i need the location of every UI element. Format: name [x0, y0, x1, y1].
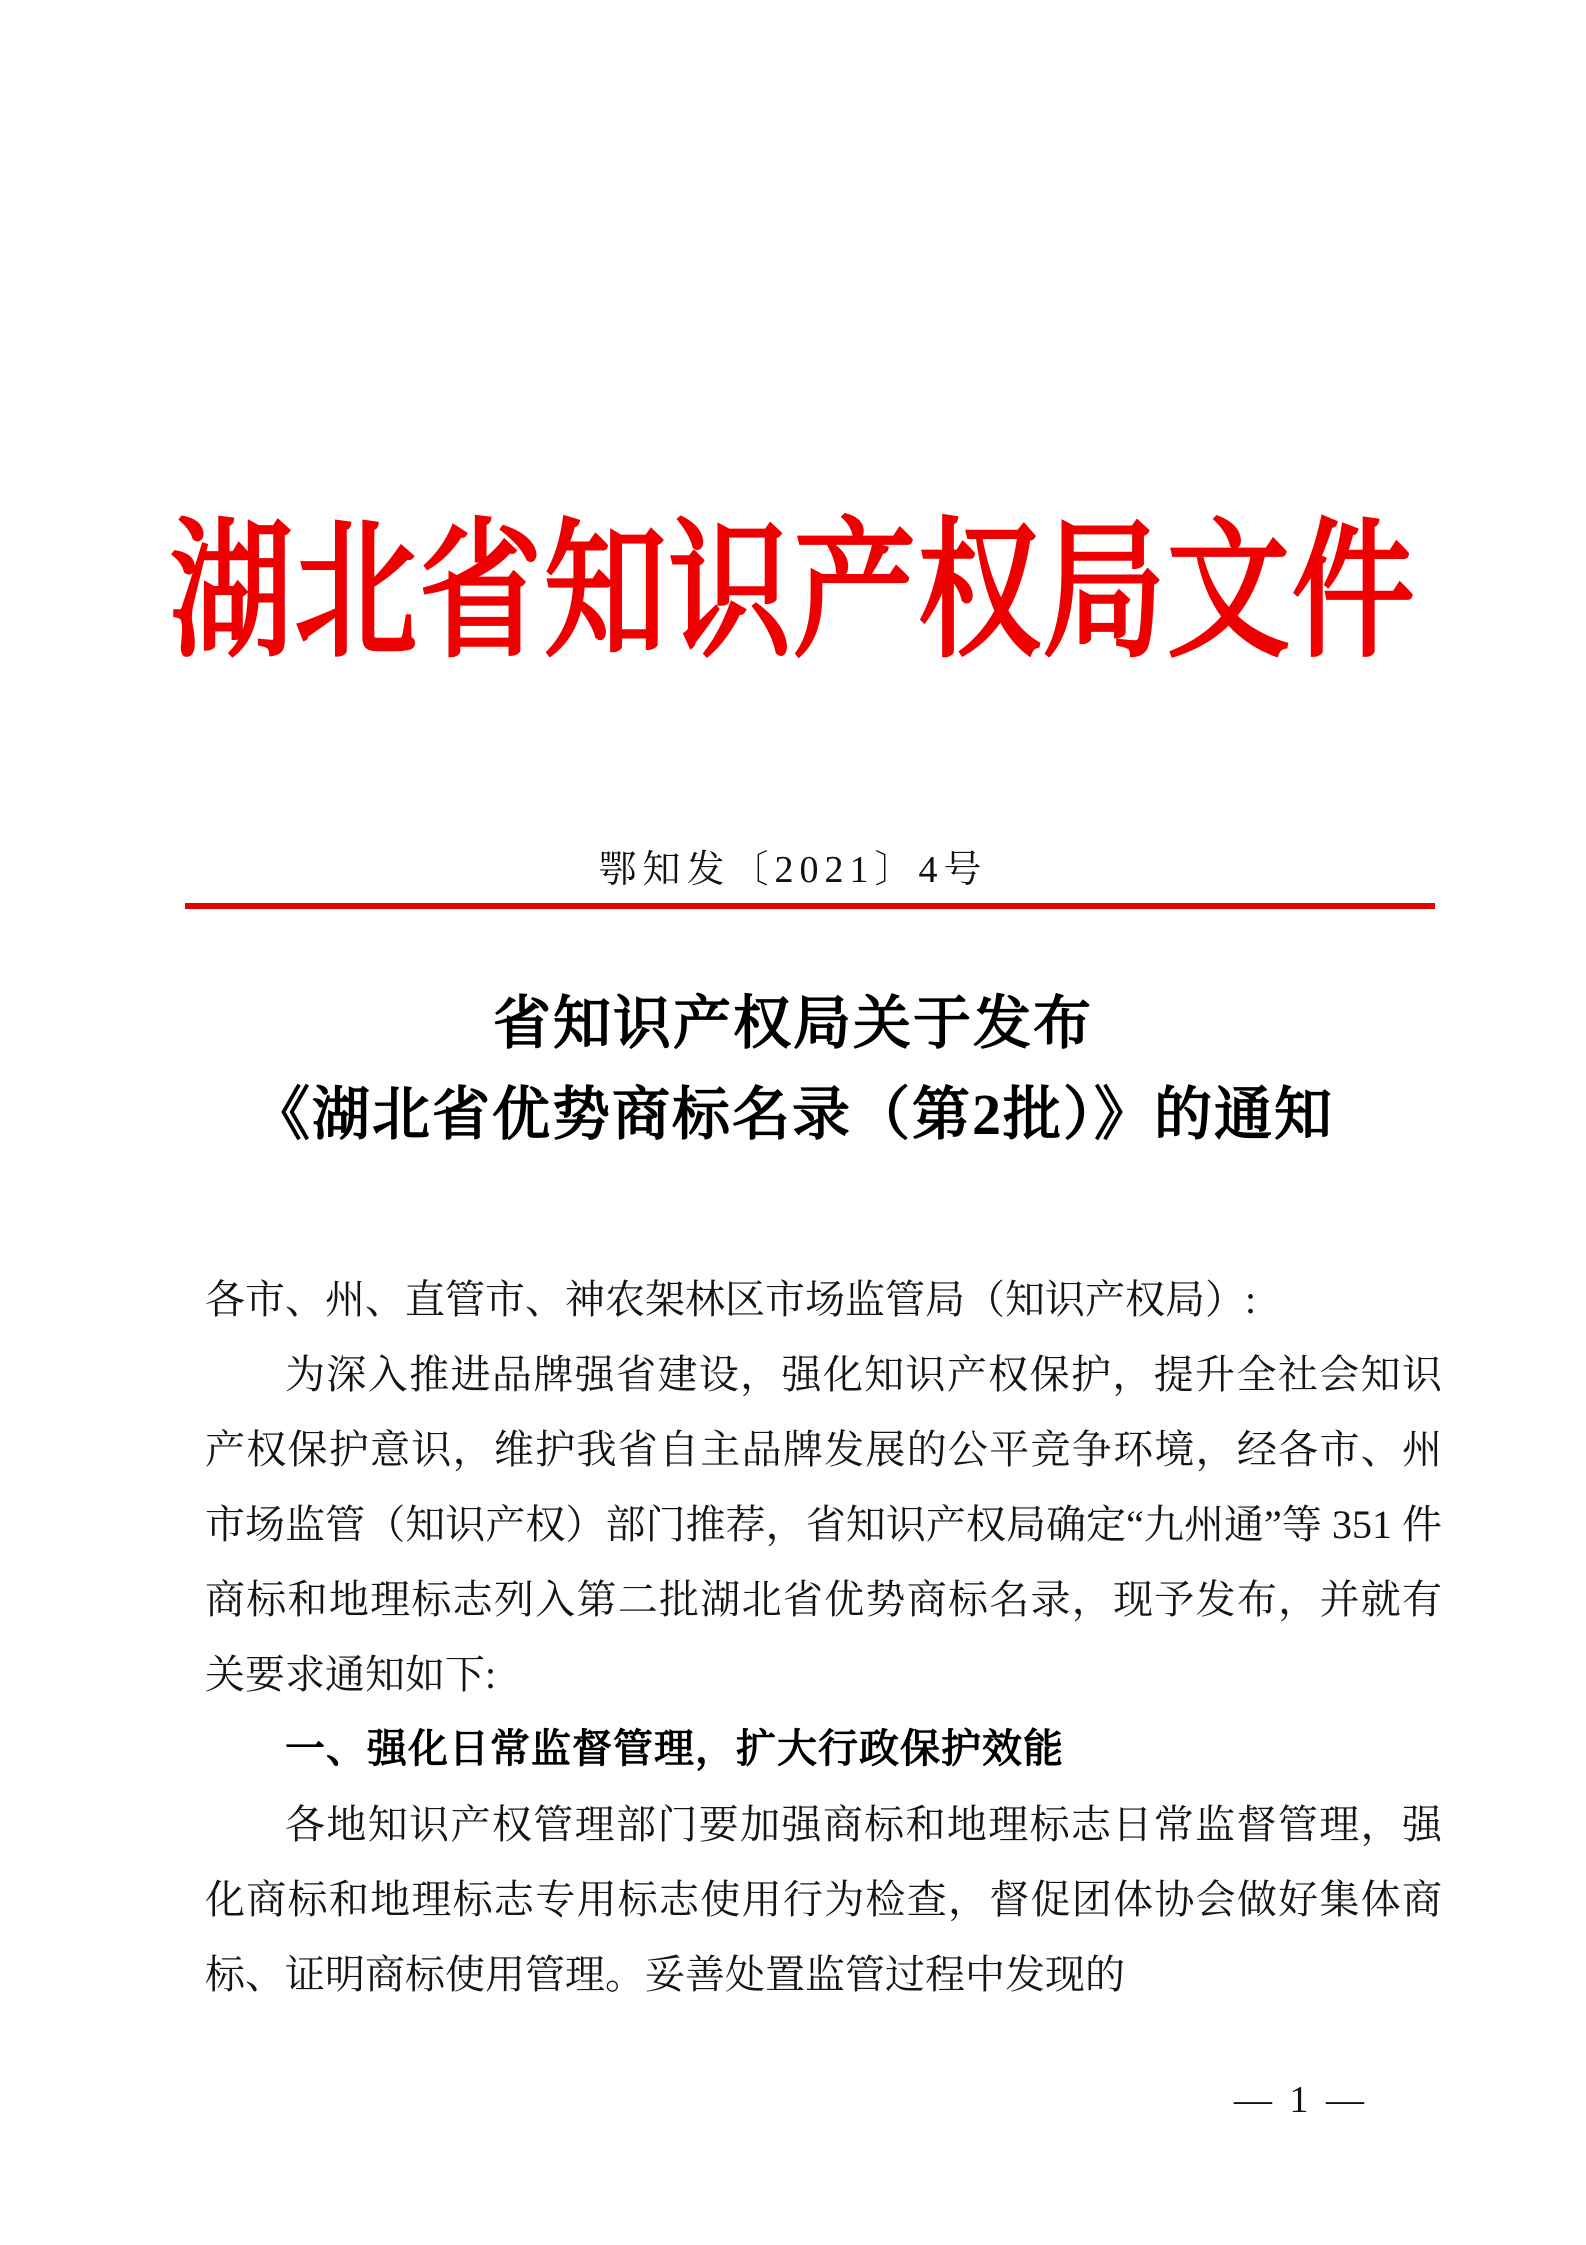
notice-body [205, 1262, 1442, 2012]
salutation: 各市、州、直管市、神农架林区市场监管局（知识产权局）: [205, 1277, 1257, 1322]
paragraph-section1: 各地知识产权管理部门要加强商标和地理标志日常监督管理，强化商标和地理标志专用标志使用行为检查，督促团体协会做好集体商标、证明商标使用管理。妥善处置监管过程中发现的 [205, 1802, 1442, 1997]
page-number: — 1 — [1234, 2079, 1368, 2121]
notice-title-line2: 《湖北省优势商标名录（第2批）》的通知 [251, 1082, 1334, 1147]
agency-masthead: 湖北省知识产权局文件 [169, 510, 1417, 676]
notice-title-line1: 省知识产权局关于发布 [492, 991, 1093, 1056]
paragraph-intro: 为深入推进品牌强省建设，强化知识产权保护，提升全社会知识产权保护意识，维护我省自主品牌发展的公平竞争环境，经各市、州市场监管（知识产权）部门推荐，省知识产权局确定“九州通”等 351 件商标和地理标志列入第二批湖北省优势商标名录，现予发布，并就有关要求通知如下: [205, 1352, 1442, 1697]
document-number: 鄂知发〔2021〕4号 [598, 849, 988, 891]
section-heading-1: 一、强化日常监督管理，扩大行政保护效能 [285, 1727, 1064, 1771]
notice-title [0, 978, 1586, 1160]
red-divider [185, 903, 1435, 909]
